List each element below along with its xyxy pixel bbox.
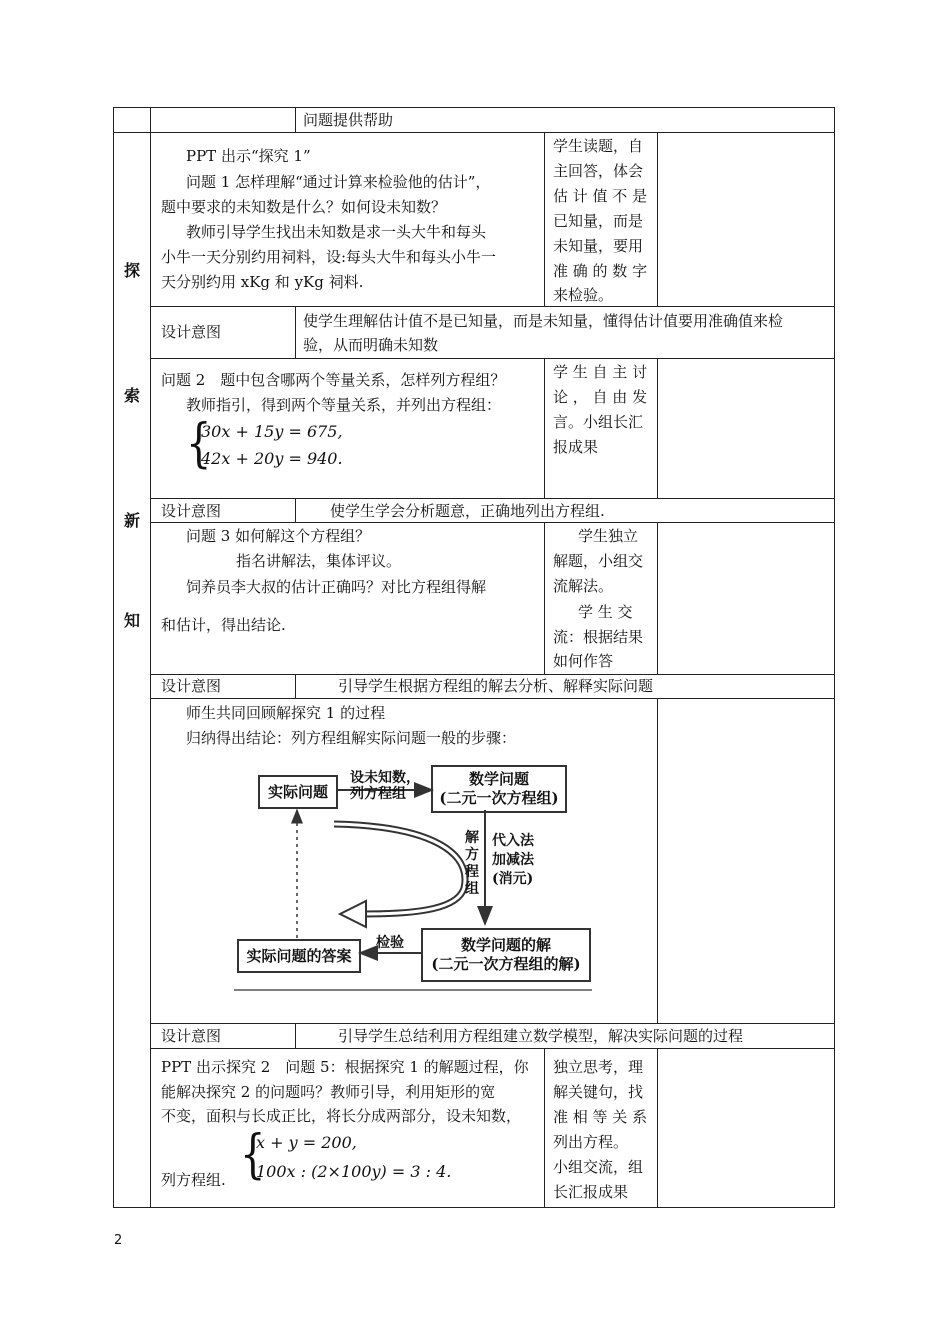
row5-line: 不变，面积与长成正比，将长分成两部分，设未知数， <box>161 1107 522 1125</box>
design-label: 设计意图 <box>161 677 222 695</box>
row3-student-line: 学 生 交 <box>578 603 633 621</box>
row1-line: 小牛一天分别约用祠料，设:每头大牛和每头小牛一 <box>161 248 497 266</box>
notes-col-divider <box>657 522 658 674</box>
row1-student-line: 未知量，要用 <box>553 237 644 255</box>
flow-method: 代入法 <box>492 833 534 849</box>
row1-student-line: 准 确 的 数 字 <box>553 262 648 280</box>
notes-col-divider <box>657 132 658 306</box>
row1-line: 问题 1 怎样理解“通过计算来检验他的估计”， <box>186 173 491 191</box>
row0-divider-left <box>295 107 296 132</box>
row1-student-line: 估 计 值 不 是 <box>553 187 648 205</box>
table-top-border <box>113 107 835 108</box>
flow-box-math-solution <box>421 928 591 982</box>
row1-line: PPT 出示“探究 1” <box>186 147 311 165</box>
design-label-divider <box>295 1023 296 1048</box>
row4-line: 归纳得出结论：列方程组解实际问题一般的步骤： <box>186 729 517 747</box>
flow-method: (消元) <box>492 871 534 887</box>
row5-student-line: 长汇报成果 <box>553 1183 629 1201</box>
student-col-divider <box>544 358 545 498</box>
row3-student-line: 流：根据结果 <box>553 628 644 646</box>
design-label-divider <box>295 674 296 698</box>
row1-line: 教师引导学生找出未知数是求一头大牛和每头 <box>186 223 487 241</box>
flow-box-label: 实际问题的答案 <box>246 946 352 965</box>
design-label: 设计意图 <box>161 323 222 341</box>
flow-arrow-label <box>350 770 420 802</box>
flow-box-math-problem <box>431 765 567 813</box>
flow-box-label: (二元一次方程组的解) <box>431 955 581 973</box>
side-label-char: 索 <box>124 386 141 405</box>
row3-student-line: 流解法。 <box>553 577 614 595</box>
student-col-divider <box>544 1048 545 1207</box>
student-col-divider <box>544 522 545 674</box>
row2-line: 教师指引，得到两个等量关系，并列出方程组： <box>186 396 502 414</box>
design-label-divider <box>295 306 296 358</box>
row3-student-line: 如何作答 <box>553 652 614 670</box>
design-label: 设计意图 <box>161 502 222 520</box>
notes-col-divider <box>657 698 658 1023</box>
equation-brace: { <box>240 1125 266 1185</box>
flow-solve-char: 程 <box>465 864 479 880</box>
equation-line: 100x : (2×100y) = 3 : 4. <box>256 1162 452 1181</box>
row5-student-line: 解关键句，找 <box>553 1083 644 1101</box>
row1-student-line: 已知量，而是 <box>553 212 644 230</box>
flow-arrow-label-line: 列方程组 <box>350 786 406 802</box>
design-label: 设计意图 <box>161 1027 222 1045</box>
flow-box-actual-problem <box>258 775 338 809</box>
flow-box-label: 数学问题的解 <box>460 936 551 954</box>
design-text: 引导学生总结利用方程组建立数学模型，解决实际问题的过程 <box>338 1027 744 1045</box>
flow-box-answer <box>237 939 361 973</box>
table-right-border <box>834 107 835 1208</box>
flow-check-label: 检验 <box>376 935 404 951</box>
equation-brace: { <box>186 414 212 474</box>
row5-student-line: 独立思考，理 <box>553 1058 644 1076</box>
row1-student-line: 来检验。 <box>553 286 614 304</box>
student-col-divider <box>544 132 545 306</box>
row2-student-line: 报成果 <box>553 438 599 456</box>
row3-line: 饲养员李大叔的估计正确吗？对比方程组得解 <box>186 578 487 596</box>
row5-tail: 列方程组. <box>161 1171 226 1189</box>
side-column-divider <box>150 107 151 1208</box>
equation-line: x + y = 200, <box>256 1133 357 1152</box>
row2-student-line: 学 生 自 主 讨 <box>553 363 648 381</box>
row5-student-line: 小组交流，组 <box>553 1158 644 1176</box>
row-separator <box>150 306 835 307</box>
row2-line: 问题 2 题中包含哪两个等量关系，怎样列方程组？ <box>161 371 506 389</box>
flow-solve-char: 方 <box>465 847 479 863</box>
row1-line: 题中要求的未知数是什么？如何设未知数？ <box>161 198 447 216</box>
equation-line: 42x + 20y = 940. <box>201 449 343 468</box>
row0-content: 问题提供帮助 <box>303 111 394 129</box>
flow-diagram <box>232 748 594 992</box>
row2-student-line: 言。小组长汇 <box>553 413 644 431</box>
row3-line: 问题 3 如何解这个方程组？ <box>186 527 371 545</box>
page-number: 2 <box>114 1233 123 1248</box>
table-left-border <box>113 107 114 1208</box>
flow-box-label: (二元一次方程组) <box>439 789 559 807</box>
row-separator <box>113 132 835 133</box>
row2-student-line: 论 ， 自 由 发 <box>553 388 648 406</box>
notes-col-divider <box>657 1048 658 1207</box>
flow-arrow-label-line: 设未知数， <box>350 770 420 786</box>
flow-box-label: 实际问题 <box>267 782 328 801</box>
design-text: 使学生学会分析题意，正确地列出方程组. <box>330 502 605 520</box>
row5-student-line: 列出方程。 <box>553 1133 629 1151</box>
row3-line: 指名讲解法，集体评议。 <box>236 552 402 570</box>
row3-student-line: 学生独立 <box>578 527 639 545</box>
row-separator <box>150 358 835 359</box>
row1-student-line: 主回答，体会 <box>553 162 644 180</box>
row3-student-line: 解题，小组交 <box>553 552 644 570</box>
side-label-char: 新 <box>124 511 141 530</box>
design-text: 引导学生根据方程组的解去分析、解释实际问题 <box>338 677 654 695</box>
design-text-line: 验，从而明确未知数 <box>303 336 439 354</box>
flow-box-label: 数学问题 <box>468 770 529 788</box>
row1-line: 天分别约用 xKg 和 yKg 祠料. <box>161 273 364 291</box>
flow-solve-label <box>465 830 481 898</box>
side-label-char: 探 <box>124 261 141 280</box>
row5-line: 能解决探究 2 的问题吗？教师引导，利用矩形的宽 <box>161 1083 496 1101</box>
row5-student-line: 准 相 等 关 系 <box>553 1108 648 1126</box>
flow-methods-label <box>492 832 534 889</box>
row4-line: 师生共同回顾解探究 1 的过程 <box>186 704 386 722</box>
table-bottom-border <box>113 1207 835 1208</box>
equation-line: 30x + 15y = 675, <box>201 422 343 441</box>
row3-line: 和估计，得出结论. <box>161 616 286 634</box>
design-label-divider <box>295 498 296 522</box>
notes-col-divider <box>657 358 658 498</box>
side-label-char: 知 <box>124 611 141 630</box>
flow-solve-char: 解 <box>465 830 479 846</box>
row5-line: PPT 出示探究 2 问题 5：根据探究 1 的解题过程，你 <box>161 1058 529 1076</box>
design-text-line: 使学生理解估计值不是已知量，而是未知量，懂得估计值要用准确值来检 <box>303 312 784 330</box>
row1-student-line: 学生读题，自 <box>553 137 644 155</box>
flow-solve-char: 组 <box>465 881 479 897</box>
flow-method: 加减法 <box>492 852 534 868</box>
